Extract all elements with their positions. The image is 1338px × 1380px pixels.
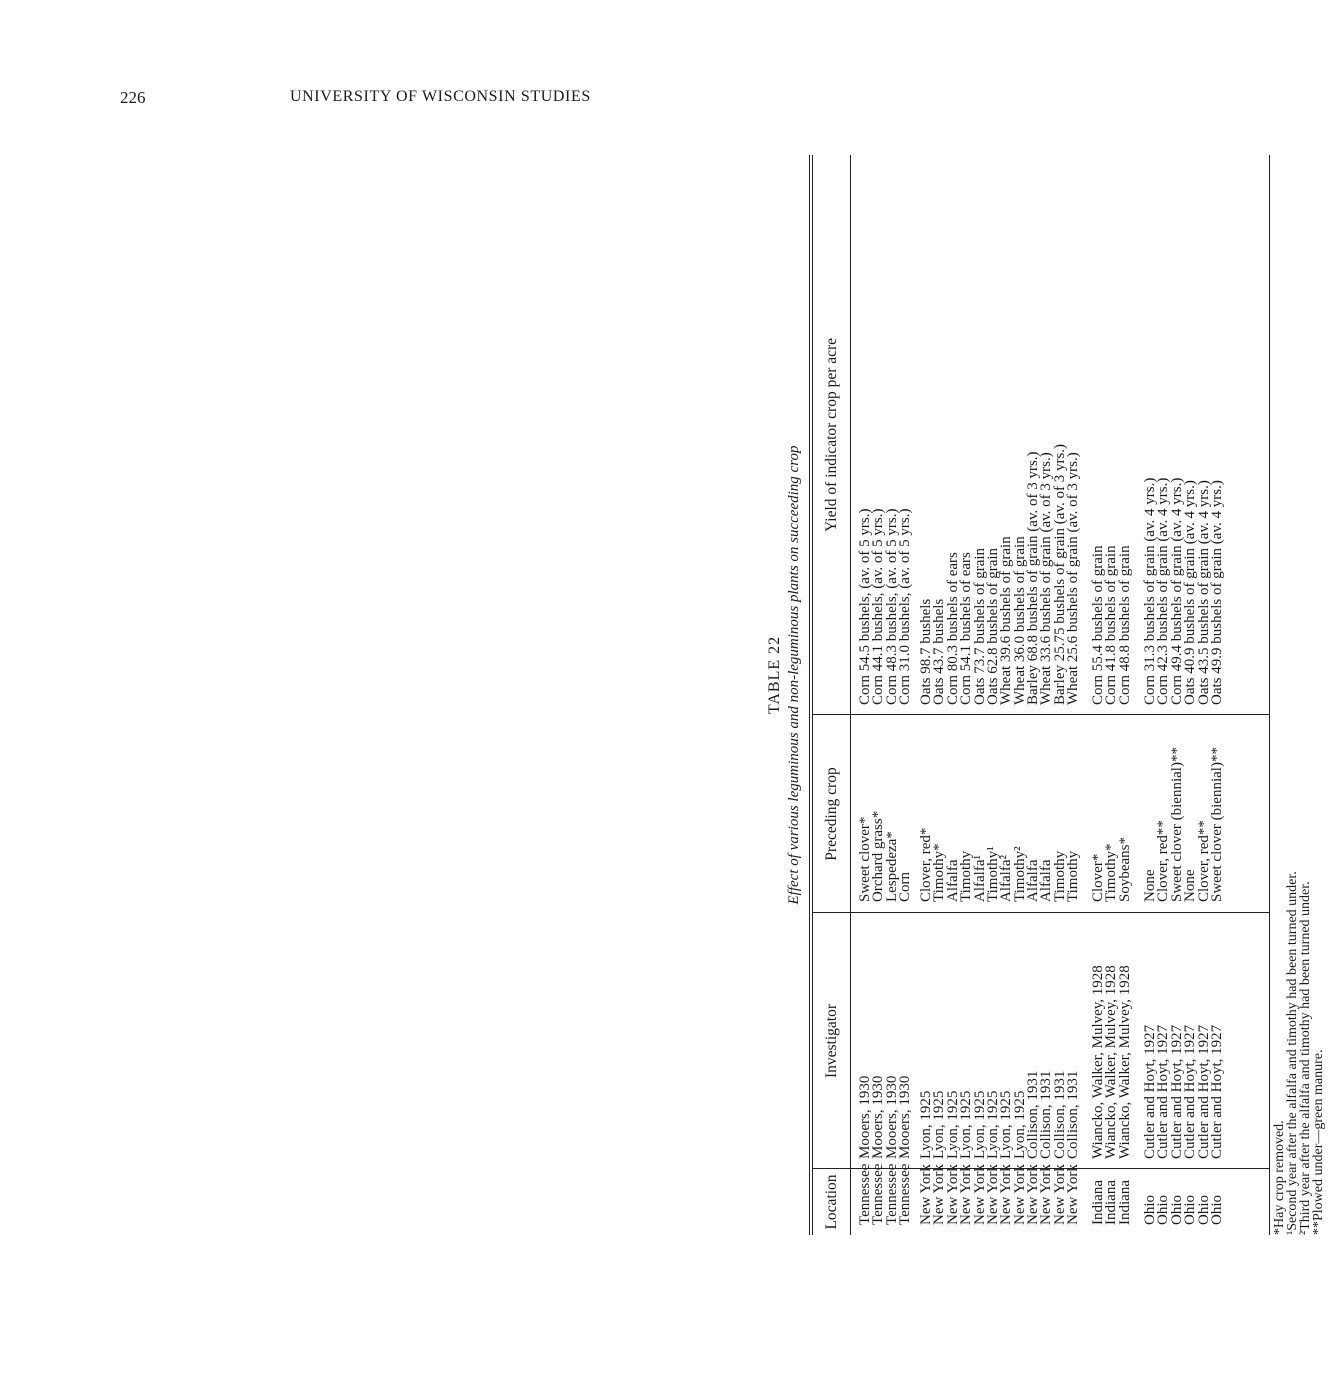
preceding-crop-cell [920,828,1027,902]
table-cell-line: New York [918,1164,934,1225]
table-cell-line: Collison, 1931 [1065,1070,1082,1159]
header-yield: Yield of indicator crop per acre [823,337,841,533]
table-cell-line: Wheat 33.6 bushels of grain (av. of 3 yrs.) [1038,452,1055,705]
table-cell-line: Corn 80.3 bushels of ears [944,552,961,705]
running-head: UNIVERSITY OF WISCONSIN STUDIES [290,88,591,105]
footnote: **Plowed under—green manure. [1311,1049,1326,1235]
table-cell-line: Timothy* [1103,843,1120,902]
top-rule-outer [809,155,810,1235]
table-cell-line: Lyon, 1925 [998,1090,1015,1159]
table-cell-line: Ohio [1142,1195,1158,1225]
footnotes [1273,871,1325,1235]
table-cell-line: Ohio [1195,1195,1212,1225]
table-cell-line: Ohio [1182,1195,1199,1225]
yield-cell [859,508,913,705]
yield-cell [1027,444,1081,705]
table-cell-line: Timothy* [931,843,948,902]
footnote: *Hay crop removed. [1272,1120,1287,1235]
bottom-rule [1269,155,1270,1235]
table-cell-line: New York [998,1164,1015,1225]
table-cell-line: Barley 68.8 bushels of grain (av. of 3 yrs.) [1025,451,1041,705]
table-cell-line: Corn [897,872,914,902]
table-cell-line: Lyon, 1925 [944,1090,961,1159]
table-cell-line: Oats 49.9 bushels of grain (av. 4 yrs.) [1208,480,1225,705]
table-cell-line: Tennessee [883,1163,900,1225]
table-cell-line: Oats 62.8 bushels of grain [984,547,1001,705]
table-cell-line: Clover* [1090,853,1106,902]
table-cell-line: Cutler and Hoyt, 1927 [1142,1024,1158,1159]
table-cell-line: Oats 43.5 bushels of grain (av. 4 yrs.) [1195,480,1212,705]
table-cell-line: Timothy² [1011,846,1028,902]
table-cell-line: New York [1011,1164,1028,1225]
location-cell [1027,1164,1081,1225]
footnote: ¹Second year after the alfalfa and timothy had been turned under. [1285,871,1300,1235]
preceding-crop-cell [859,811,913,902]
table-cell-line: Ohio [1168,1195,1185,1225]
table-cell-line: Alfalfa² [998,855,1015,902]
table-cell-line: New York [984,1164,1001,1225]
table-cell-line: Mooers, 1930 [897,1075,914,1159]
table-cell-line: Oats 98.7 bushels [918,598,934,705]
table-cell-line: Clover, red* [918,827,934,902]
table-cell-line: Mooers, 1930 [857,1075,873,1159]
table-cell-line: Sweet clover* [857,816,873,902]
table-cell-line: New York [1025,1164,1041,1225]
table-cell-line: Ohio [1155,1195,1172,1225]
table-cell-line: Barley 25.75 bushels of grain (av. of 3 yrs.) [1051,443,1068,705]
table-cell-line: New York [1038,1164,1055,1225]
table-cell-line: New York [958,1164,975,1225]
table-cell-line: Tennessee [870,1163,887,1225]
footnote: ²Third year after the alfalfa and timothy had been turned under. [1298,881,1313,1235]
table-cell-line: Indiana [1116,1180,1133,1225]
table-cell-line: Cutler and Hoyt, 1927 [1155,1024,1172,1159]
table-cell-line: Wheat 36.0 bushels of grain [1011,536,1028,705]
investigator-cell [1144,1025,1224,1159]
table-cell-line: New York [944,1164,961,1225]
table-cell-line: Corn 48.3 bushels, (av. of 5 yrs.) [883,508,900,705]
table-cell-line: Corn 54.1 bushels of ears [958,552,975,705]
column-divider [812,912,1269,913]
header-rule [850,155,851,1235]
table-cell-line: New York [931,1164,948,1225]
table-cell-line: Orchard grass* [870,810,887,902]
yield-cell [1092,545,1132,705]
table-cell-line: Cutler and Hoyt, 1927 [1195,1024,1212,1159]
table-cell-line: Mooers, 1930 [883,1075,900,1159]
table-cell-line: Indiana [1090,1180,1106,1225]
table-cell-line: Soybeans* [1116,837,1133,902]
table-cell-line: None [1142,869,1158,902]
table-cell-line: Oats 73.7 bushels of grain [971,547,988,705]
location-cell [1144,1195,1224,1225]
yield-cell [920,536,1027,705]
table-cell-line: Lyon, 1925 [971,1090,988,1159]
investigator-cell [1092,965,1132,1159]
table-cell-line: Wiancko, Walker, Mulvey, 1928 [1090,965,1106,1159]
table-cell-line: Corn 48.8 bushels of grain [1116,545,1133,705]
table-cell-line: Indiana [1103,1180,1120,1225]
table-cell-line: Collison, 1931 [1051,1070,1068,1159]
preceding-crop-cell [1092,837,1132,902]
location-cell [859,1164,913,1225]
table-cell-line: Corn 44.1 bushels, (av. of 5 yrs.) [870,508,887,705]
table-cell-line: New York [1065,1164,1082,1225]
table-cell-line: Corn 42.3 bushels of grain (av. 4 yrs.) [1155,477,1172,705]
table-cell-line: Lyon, 1925 [958,1090,975,1159]
yield-cell [1144,478,1224,705]
rotated-table-block [758,115,1338,1235]
table-cell-line: Lespedeza* [883,831,900,902]
table-cell-line: Tennessee [857,1163,873,1225]
table-cell-line: Alfalfa [1025,859,1041,902]
table-cell-line: Cutler and Hoyt, 1927 [1182,1024,1199,1159]
table-cell-line: Alfalfa [1038,859,1055,902]
table-cell-line: Wheat 39.6 bushels of grain [998,536,1015,705]
table-cell-line: Corn 31.3 bushels of grain (av. 4 yrs.) [1142,477,1158,705]
table-cell-line: Wiancko, Walker, Mulvey, 1928 [1103,965,1120,1159]
table-cell-line: Lyon, 1925 [918,1090,934,1159]
table-title: TABLE 22 [766,635,783,715]
table-cell-line: None [1182,869,1199,902]
table-cell-line: Collison, 1931 [1038,1070,1055,1159]
table-cell-line: New York [971,1164,988,1225]
table-cell-line: Lyon, 1925 [984,1090,1001,1159]
table-cell-line: Wheat 25.6 bushels of grain (av. of 3 yrs.) [1065,452,1082,705]
table-cell-line: Corn 55.4 bushels of grain [1090,545,1106,705]
table-cell-line: Timothy [1051,850,1068,902]
table-cell-line: Oats 40.9 bushels of grain (av. 4 yrs.) [1182,480,1199,705]
table-cell-line: Timothy [958,850,975,902]
table-cell-line: Corn 41.8 bushels of grain [1103,545,1120,705]
table-caption: Effect of various leguminous and non-leguminous plants on succeeding crop [786,445,802,905]
column-divider [812,714,1269,715]
table-cell-line: Lyon, 1925 [931,1090,948,1159]
table-cell-line: Cutler and Hoyt, 1927 [1168,1024,1185,1159]
table-cell-line: Corn 31.0 bushels, (av. of 5 yrs.) [897,508,914,705]
preceding-crop-cell [1144,747,1224,902]
location-cell [1092,1180,1132,1225]
page-number: 226 [120,88,146,107]
header-location: Location [823,1174,841,1230]
table-cell-line: Clover, red** [1195,820,1212,902]
header-investigator: Investigator [823,1003,841,1079]
table-cell-line: Collison, 1931 [1025,1070,1041,1159]
table-cell-line: Clover, red** [1155,820,1172,902]
table-cell-line: Alfalfa¹ [971,855,988,902]
table-cell-line: Mooers, 1930 [870,1075,887,1159]
table-cell-line: Timothy¹ [984,846,1001,902]
table-cell-line: Corn 49.4 bushels of grain (av. 4 yrs.) [1168,477,1185,705]
table-cell-line: Ohio [1208,1195,1225,1225]
investigator-cell [859,1076,913,1159]
table-cell-line: New York [1051,1164,1068,1225]
table-cell-line: Corn 54.5 bushels, (av. of 5 yrs.) [857,508,873,705]
top-rule-inner [812,155,813,1235]
table-cell-line: Sweet clover (biennial)** [1168,747,1185,902]
investigator-cell [1027,1071,1081,1159]
investigator-cell [920,1091,1027,1159]
table-cell-line: Lyon, 1925 [1011,1090,1028,1159]
table-cell-line: Wiancko, Walker, Mulvey, 1928 [1116,965,1133,1159]
preceding-crop-cell [1027,851,1081,902]
table-cell-line: Alfalfa [944,859,961,902]
table-cell-line: Cutler and Hoyt, 1927 [1208,1024,1225,1159]
table-cell-line: Sweet clover (biennial)** [1208,747,1225,902]
location-cell [920,1164,1027,1225]
table-cell-line: Timothy [1065,850,1082,902]
table-cell-line: Oats 43.7 bushels [931,598,948,705]
table-cell-line: Tennessee [897,1163,914,1225]
header-preceding-crop: Preceding crop [823,767,841,861]
